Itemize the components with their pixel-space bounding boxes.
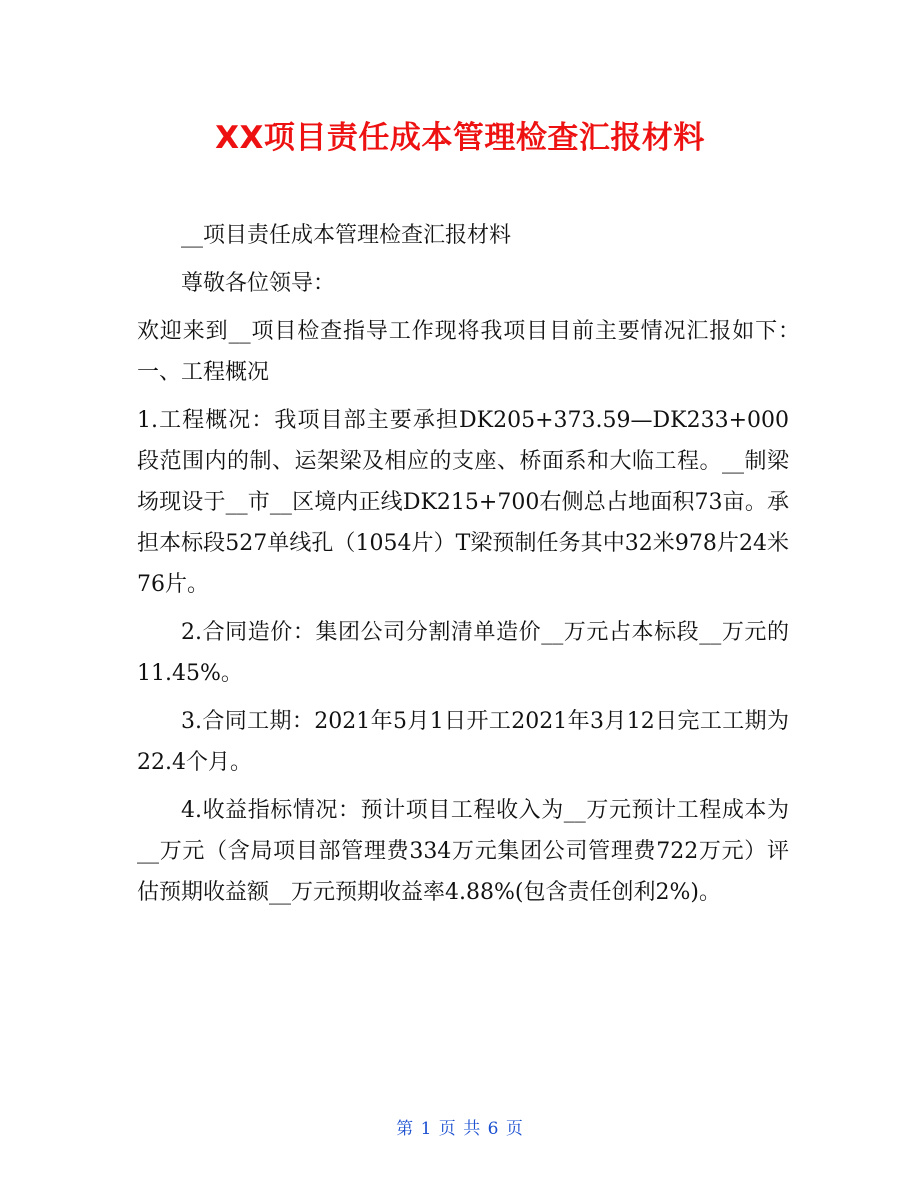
document-body	[137, 215, 818, 913]
document-title: XX项目责任成本管理检查汇报材料	[215, 120, 705, 156]
contract-price-paragraph: 2.合同造价：集团公司分割清单造价__万元占本标段__万元的11.45%。	[137, 620, 789, 686]
page-number-footer: 第 1 页 共 6 页	[396, 1119, 524, 1139]
revenue-indicator-paragraph: 4.收益指标情况：预计项目工程收入为__万元预计工程成本为__万元（含局项目部管理费334万元集团公司管理费722万元）评估预期收益额__万元预期收益率4.88%(包含责任创利2%)。	[137, 798, 789, 905]
overview-paragraph: 1.工程概况：我项目部主要承担DK205+373.59—DK233+000段范围内的制、运架梁及相应的支座、桥面系和大临工程。__制梁场现设于__市__区境内正线DK215+700右侧总占地面积73亩。承担本标段527单线孔（1054片）T梁预制任务其中32米978片24米76片。	[137, 408, 789, 597]
intro-paragraph: 欢迎来到__项目检查指导工作现将我项目目前主要情况汇报如下： 一、工程概况	[137, 319, 818, 385]
subtitle-paragraph: __项目责任成本管理检查汇报材料	[181, 223, 512, 248]
contract-period-paragraph: 3.合同工期：2021年5月1日开工2021年3月12日完工工期为22.4个月。	[137, 709, 789, 775]
salutation-paragraph: 尊敬各位领导：	[181, 271, 336, 296]
